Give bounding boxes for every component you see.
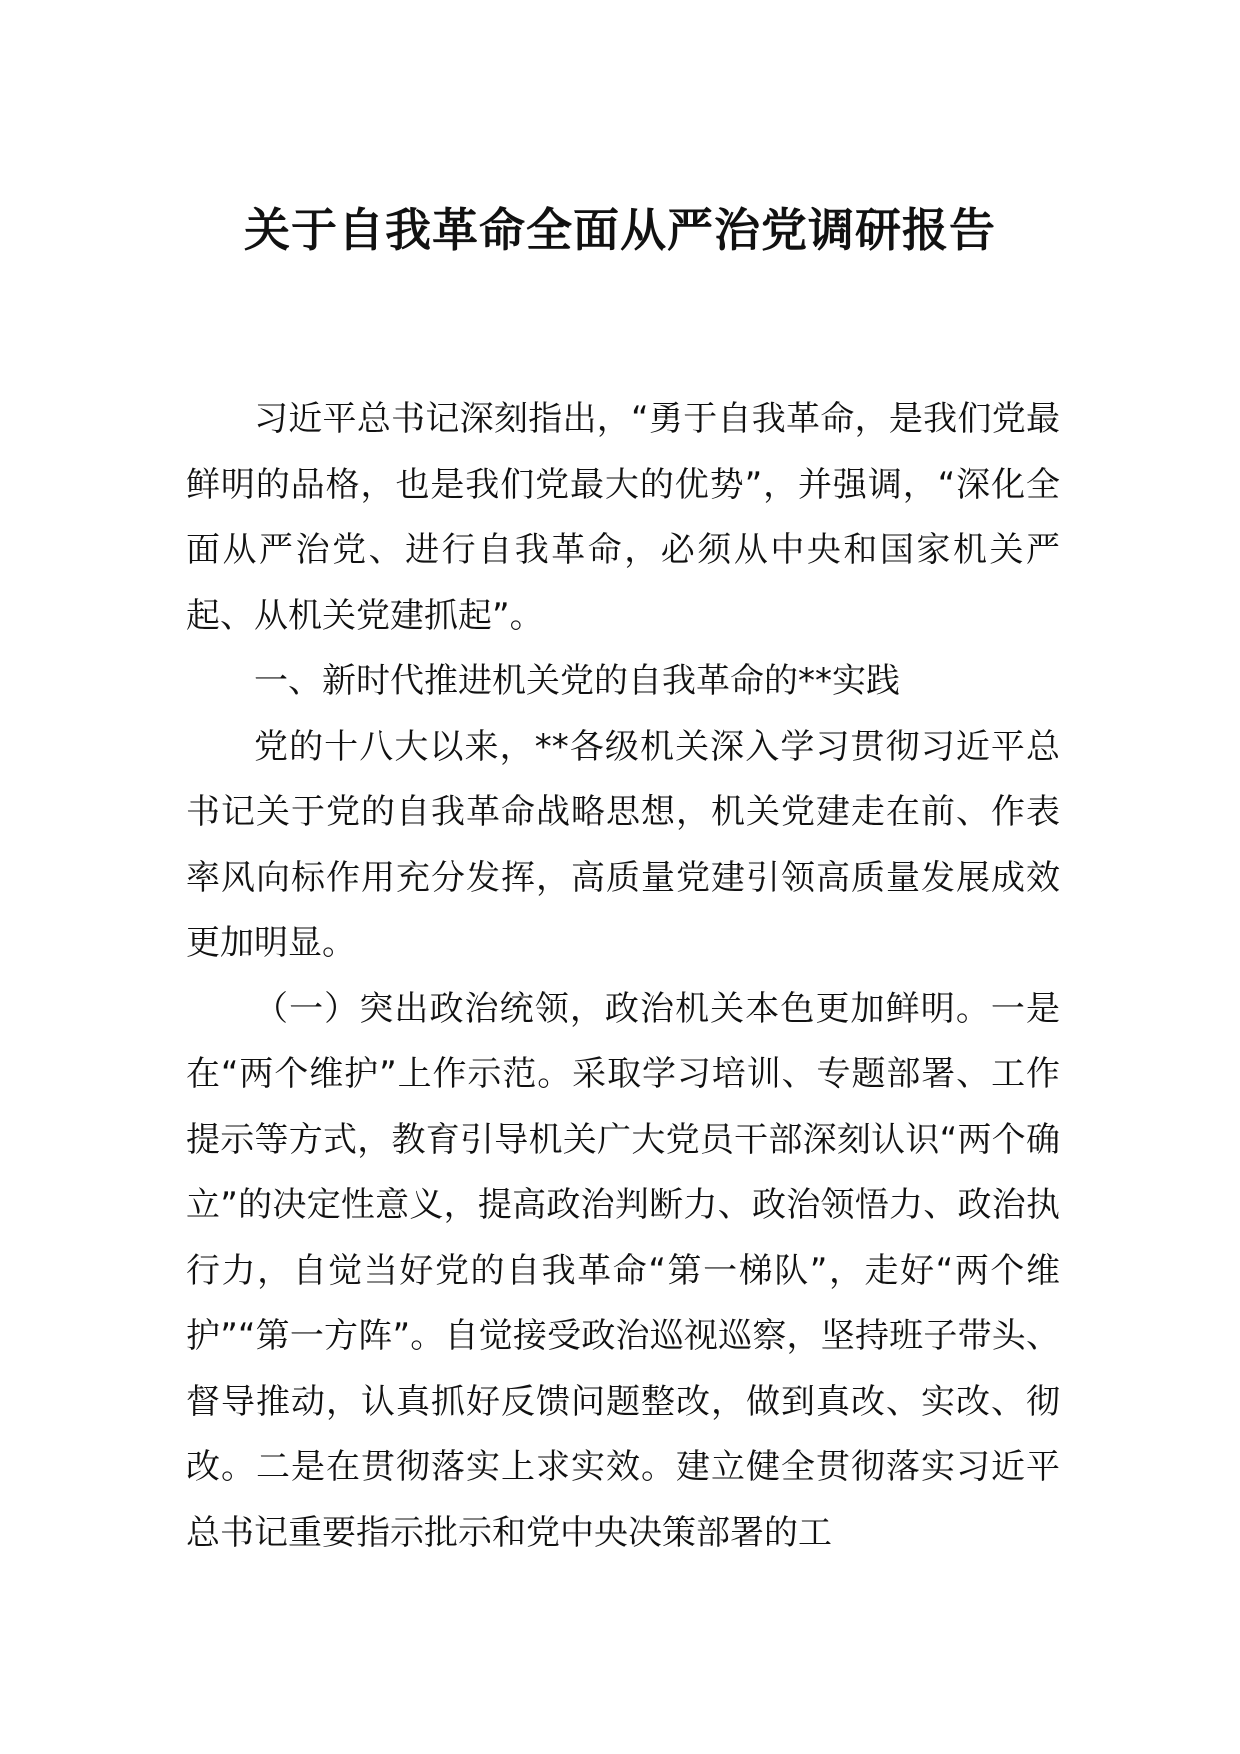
paragraph-subsection-1: （一）突出政治统领，政治机关本色更加鲜明。一是在“两个维护”上作示范。采取学习培训、专题部署、工作提示等方式，教育引导机关广大党员干部深刻认识“两个确立”的决定性意义，提高政治判断力、政治领悟力、政治执行力，自觉当好党的自我革命“第一梯队”，走好“两个维护”“第一方阵”。自觉接受政治巡视巡察，坚持班子带头、督导推动，认真抓好反馈问题整改，做到真改、实改、彻改。二是在贯彻落实上求实效。建立健全贯彻落实习近平总书记重要指示批示和党中央决策部署的工	[186, 988, 1060, 1553]
document-title: 关于自我革命全面从严治党调研报告	[244, 203, 996, 257]
paragraph-intro: 习近平总书记深刻指出，“勇于自我革命，是我们党最鲜明的品格，也是我们党最大的优势”，并强调，“深化全面从严治党、进行自我革命，必须从中央和国家机关严起、从机关党建抓起”。	[186, 399, 1060, 636]
paragraph-overview: 党的十八大以来，**各级机关深入学习贯彻习近平总书记关于党的自我革命战略思想，机关党建走在前、作表率风向标作用充分发挥，高质量党建引领高质量发展成效更加明显。	[186, 726, 1060, 963]
section-heading-1: 一、新时代推进机关党的自我革命的**实践	[254, 661, 900, 701]
document-body	[186, 387, 1060, 1566]
